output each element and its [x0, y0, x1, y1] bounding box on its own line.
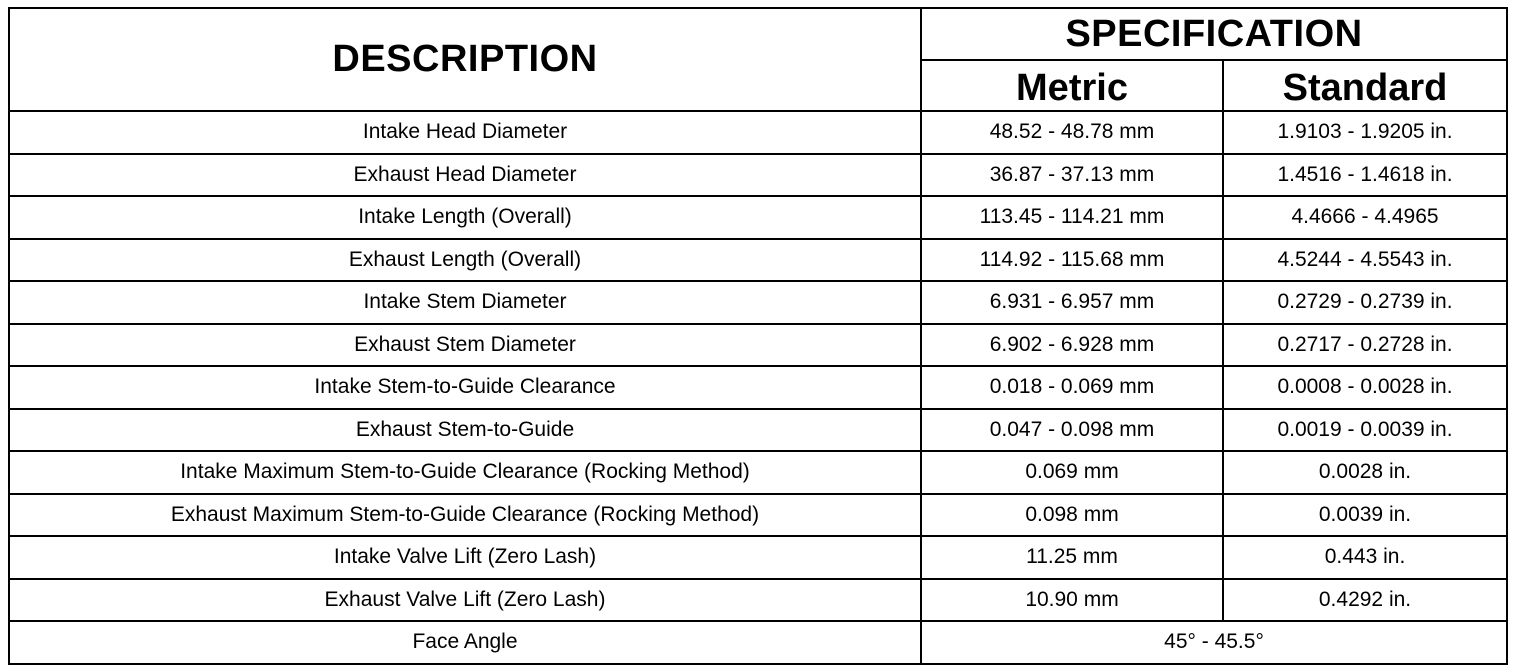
metric-header — [921, 60, 1223, 111]
metric-cell: 48.52 - 48.78 mm — [921, 111, 1223, 154]
description-cell: Exhaust Length (Overall) — [9, 239, 921, 282]
table-body — [9, 8, 1507, 664]
standard-header — [1223, 60, 1507, 111]
standard-cell: 1.9103 - 1.9205 in. — [1223, 111, 1507, 154]
description-cell: Exhaust Head Diameter — [9, 154, 921, 197]
table-row — [9, 111, 1507, 154]
description-cell: Face Angle — [9, 621, 921, 664]
table-row — [9, 451, 1507, 494]
standard-cell: 0.4292 in. — [1223, 579, 1507, 622]
standard-cell: 1.4516 - 1.4618 in. — [1223, 154, 1507, 197]
table-row — [9, 409, 1507, 452]
description-cell: Exhaust Valve Lift (Zero Lash) — [9, 579, 921, 622]
standard-cell: 0.0019 - 0.0039 in. — [1223, 409, 1507, 452]
description-cell: Intake Length (Overall) — [9, 196, 921, 239]
metric-cell: 113.45 - 114.21 mm — [921, 196, 1223, 239]
description-cell: Intake Maximum Stem-to-Guide Clearance (Rocking Method) — [9, 451, 921, 494]
table-row — [9, 154, 1507, 197]
standard-cell: 4.5244 - 4.5543 in. — [1223, 239, 1507, 282]
description-cell: Intake Stem Diameter — [9, 281, 921, 324]
metric-cell: 114.92 - 115.68 mm — [921, 239, 1223, 282]
face-angle-row — [9, 621, 1507, 664]
table-row — [9, 494, 1507, 537]
description-cell: Exhaust Stem-to-Guide — [9, 409, 921, 452]
description-cell: Exhaust Maximum Stem-to-Guide Clearance (Rocking Method) — [9, 494, 921, 537]
metric-cell: 36.87 - 37.13 mm — [921, 154, 1223, 197]
table-row — [9, 196, 1507, 239]
valve-specification-table — [8, 7, 1508, 665]
metric-cell: 0.047 - 0.098 mm — [921, 409, 1223, 452]
metric-cell: 11.25 mm — [921, 536, 1223, 579]
table-row — [9, 536, 1507, 579]
standard-cell: 0.0028 in. — [1223, 451, 1507, 494]
metric-cell: 0.069 mm — [921, 451, 1223, 494]
metric-cell: 0.098 mm — [921, 494, 1223, 537]
metric-cell: 10.90 mm — [921, 579, 1223, 622]
description-cell: Intake Stem-to-Guide Clearance — [9, 366, 921, 409]
standard-cell: 0.0039 in. — [1223, 494, 1507, 537]
specification-header: SPECIFICATION — [921, 8, 1507, 60]
standard-cell: 4.4666 - 4.4965 — [1223, 196, 1507, 239]
description-cell: Intake Head Diameter — [9, 111, 921, 154]
standard-cell: 0.2729 - 0.2739 in. — [1223, 281, 1507, 324]
metric-header-label: Metric — [1016, 67, 1128, 109]
standard-header-label: Standard — [1282, 67, 1448, 109]
table-row — [9, 239, 1507, 282]
table-row — [9, 324, 1507, 367]
table-row — [9, 579, 1507, 622]
table-row — [9, 281, 1507, 324]
header-row-top — [9, 8, 1507, 60]
metric-cell: 6.902 - 6.928 mm — [921, 324, 1223, 367]
metric-cell: 6.931 - 6.957 mm — [921, 281, 1223, 324]
table-row — [9, 366, 1507, 409]
description-header: DESCRIPTION — [9, 8, 921, 111]
standard-cell: 0.443 in. — [1223, 536, 1507, 579]
face-angle-value-cell: 45° - 45.5° — [921, 621, 1507, 664]
standard-cell: 0.2717 - 0.2728 in. — [1223, 324, 1507, 367]
standard-cell: 0.0008 - 0.0028 in. — [1223, 366, 1507, 409]
description-cell: Intake Valve Lift (Zero Lash) — [9, 536, 921, 579]
metric-cell: 0.018 - 0.069 mm — [921, 366, 1223, 409]
description-cell: Exhaust Stem Diameter — [9, 324, 921, 367]
